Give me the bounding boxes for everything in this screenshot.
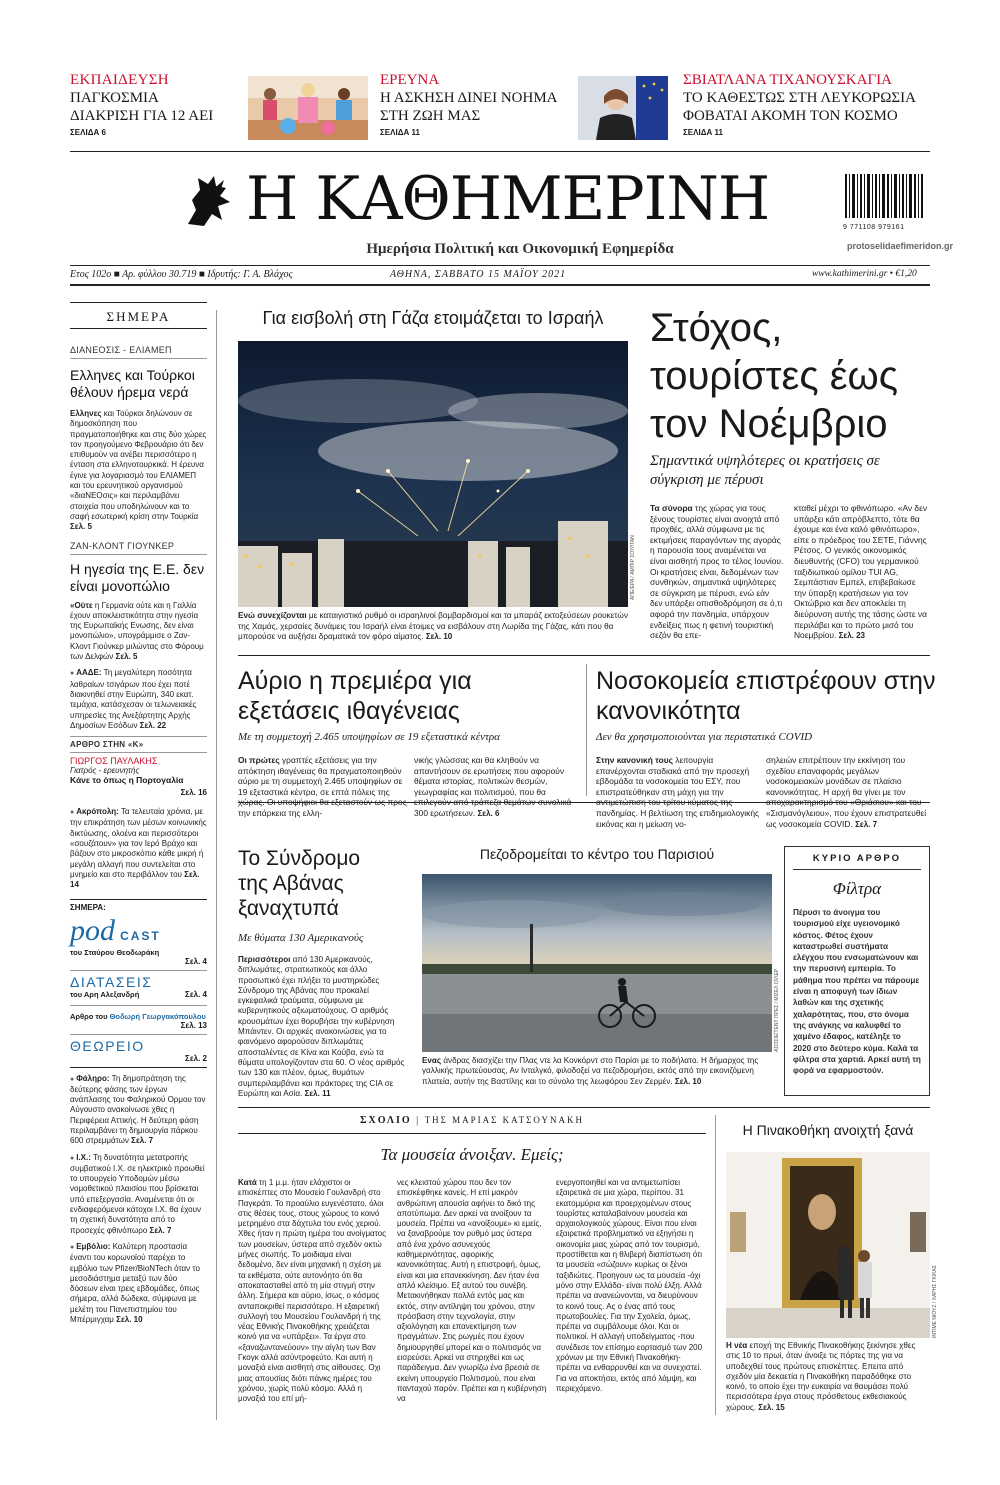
hospitals-col1: Στην κανονική τους λειτουργία επανέρχονται σταδιακά από την προσεχή εβδομάδα τα νοσοκομεία του ΕΣΥ, που επιστρατεύθηκαν στη μάχη για την πανδημίας. Η βελτίωση της επιδημιολογικής εικόνας και η μείωση νο-	[596, 755, 760, 829]
gaza-night-photo	[238, 341, 628, 607]
citizenship-subhead: Με τη συμμετοχή 2.465 υποψηφίων σε 19 εξεταστικά κέντρα	[238, 731, 500, 743]
page-ref: Σελ. 16	[180, 788, 207, 798]
page-ref: Σελ. 2	[185, 1053, 207, 1063]
comment-col1: Κατά τη 1 μ.μ. ήταν ελάχιστοι οι επισκέπτες στο Μουσείο Γουλανδρή στο Παγκράτι. Το προαύλιο ευγενέστατο, όλοι στις θέσεις τους, στους χώρους το κοινό μετρημένο στα δάχτυλα του ενός χεριού. Χθες ήταν η πρώτη ημέρα του ανοίγματος των μουσείων, ύστερα από σχεδόν οκτώ μήνες σιωπής. Το μοιδιαμα είναι δεδομένο, δεν είναι μηχανική η σχέση με τα εκθέματα, ούτε αυτονόητο ότι θα αποκατασταθεί από τη μία στιγμή στην άλλη. Σήμερα και αύριο, ίσως, ο κόσμος ανταποκριθεί περισσότερο. Η εξαιρετική συλλογή του Μουσείου Γουλανδρή ή της νέας Εθνικής Πινακοθήκης χρειάζεται κοινό για να «υπάρξει». Τα έργα στο «ξαναζωντανεύουν» την αίγλη των Βαν Γκογκ αλλά ασύντροφεύτο. Και αυτή η μοναξιά είναι αισθητή στις αίθουσες. Οχι μιας απουσίας διότι πάνκς ημέρες του χρόνου, χωρίς πολύ κόσμο. Αλλά η μοναξιά του επί μή-	[238, 1178, 387, 1404]
section-label: ΔΙΑΝΕΟΣΙΣ - ΕΛΙΑΜΕΠ	[70, 345, 207, 359]
citizenship-col2: νικής γλώσσας και θα κληθούν να απαντήσουν σε ερωτήσεις που αφορούν θέματα ιστορίας, πολιτικών θεσμών, γεωγραφίας και πολιτισμού, που θα 300 ερωτήσεων. Σελ. 6	[414, 755, 565, 818]
havana-text: Περισσότεροι από 130 Αμερικανούς, διπλωμάτες, στρατιωτικούς και άλλο προσωπικό έχει πλήξει το μυστηριώδες Σύνδρομο της Αβάνας που προκαλεί εγκεφαλικά τραύματα, σύμφωνα με κυβερνητικούς αξιωματούχους. Ο αριθμός κρουσμάτων έχει θορυβήσει την κυβέρνηση Μπάιντεν. Οι αρχικές ανακοινώσεις για το φαινόμενο αφορούσαν διπλωμάτες αποσταλέντες σε Κίνα και Κούβα, ενώ τα θύματα υπολογίζονταν στα 60. Ο νέος αριθμός των 130 και πλέον, όμως, θυμάτων συμπεριλαμβάνει και πράκτορες της CIA σε Ευρώπη και Ασία. Σελ. 11	[238, 955, 405, 1098]
website-price: www.kathimerini.gr • €1,20	[812, 269, 917, 279]
teaser-headline: Η ΑΣΚΗΣΗ ΔΙΝΕΙ ΝΟΗΜΑ ΣΤΗ ΖΩΗ ΜΑΣ	[380, 90, 557, 124]
barcode	[843, 174, 929, 230]
citizenship-col1: Οι πρώτες γραπτές εξετάσεις για την απόκτηση ιθαγένειας θα πραγματοποιηθούν αύριο με τη συμμετοχή 2.465 υποψηφίων σε 19 εξεταστικά κέντρα, σε επτά πόλεις της την επάρκεια της ελλη-	[238, 755, 403, 818]
diataseis-title[interactable]: ΔΙΑΤΑΣΕΙΣ	[70, 973, 153, 990]
photo-credit: ΑΠΕ/EPA / ΑΜΠΙΡ ΣΟΥΛΤΑΝ	[630, 535, 636, 600]
teaser-1[interactable]	[70, 72, 230, 137]
sidebar-brief: ● ΑΑΔΕ: Τη μεγαλύτερη ποσότητα λαθραίων τσιγάρων που έχει ποτέ διακινηθεί στην Ευρώπη, 340 εκατ. τεμάχια, κατάσχεσαν οι τελωνειακές υπηρεσίες της Ανεξάρτητης Αρχής Δημοσίων Εσόδων Σελ. 22	[70, 668, 207, 731]
masthead-title: Η ΚΑΘΗΜΕΡΙΝΗ	[246, 164, 770, 234]
sidebar-brief: ● Εμβόλιο: Καλύτερη προστασία έναντι του κορωνοϊού παρέχει το εμβόλιο των Pfizer/BioNTech όταν το μεσοδιάστημα μεταξύ των δύο δόσεων είναι τρεις εβδομάδες, όπως σήμερα, αλλά δώδεκα, σύμφωνα με μελέτη του Πανεπιστημίου του Μπέρμιγχαμ Σελ. 10	[70, 1242, 207, 1325]
sidebar	[70, 302, 207, 1325]
comment-label: ΣΧΟΛΙΟ | ΤΗΣ ΜΑΡΙΑΣ ΚΑΤΣΟΥΝΑΚΗ	[360, 1115, 584, 1126]
gallery-caption: Η νέα εποχή της Εθνικής Πινακοθήκης ξεκίνησε χθες στις 10 το πρωί, όταν άνοιξε τις πόρτες της για να υποδεχθεί τους πρώτους επισκέπτες. Επειτα από σχεδόν μία δεκαετία η Πινακοθήκη παραδόθηκε στο κοινό, το οποίο έχει την ευκαιρία να θαυμάσει πολύ περισσότερα έργα στους πρόσθετους εκθεσιακούς χώρους. Σελ. 15	[726, 1341, 916, 1412]
teaser-3[interactable]	[683, 72, 933, 137]
page-ref: Σελ. 4	[185, 989, 207, 999]
hospitals-col2: σηλειών επιτρέπουν την εκκίνηση του σχεδίου επαναφοράς μεγάλων νοσοκομειακών μονάδων σε πλαίσιο κανονικότητας. Η αρχή θα γίνει με τον «Σισμανόγλειου», που έχουν επιστρατευθεί ως νοσοκομεία COVID. Σελ. 7	[766, 755, 927, 829]
paris-caption: Ενας άνδρας διασχίζει την Πλας ντε λα Κονκόρντ στο Παρίσι με το ποδήλατο. Η δήμαρχος της γαλλικής πρωτεύουσας, Αν Ινταλγκό, φιλοδοξεί να πεζοδρομήσει, εκτός από την εικονιζόμενη πλατεία, αυτήν της Βαστίλης και το σύνολο της λεωφόρου Σεν Ζερμέν. Σελ. 10	[422, 1056, 759, 1086]
photo-credit: ΙΝΤΙΜΕ ΝΙΟΥΖ / ΧΑΡΗΣ ΓΚΙΚΑΣ	[932, 1265, 938, 1338]
teaser-kicker: ΕΚΠΑΙΔΕΥΣΗ	[70, 72, 169, 88]
sidebar-brief: ● Ακρόπολη: Τα τελευταία χρόνια, με την επικράτηση των μέσων κοινωνικής δικτύωσης, ολοένα και περισσότεροι «σουζάτουν» για τον Ιερό Βράχο και βάζουν στο μικροσκόπιο κάθε μικρή ή μεγάλη αλλαγή που συντελείται στο μνημείο και στο περιβάλλον του Σελ. 14	[70, 807, 207, 890]
havana-subhead: Με θύματα 130 Αμερικανούς	[238, 932, 364, 944]
masthead-subtitle: Ημερήσια Πολιτική και Οικονομική Εφημερίδα	[366, 241, 674, 257]
tourism-headline[interactable]: Στόχος, τουρίστες έως τον Νοέμβριο	[650, 306, 899, 446]
fitness-photo	[248, 76, 368, 140]
article-by[interactable]: Αρθρο του Θοδωρή Γεωργακόπουλου	[70, 1011, 206, 1021]
paris-concorde-photo	[422, 874, 772, 1052]
podcast-label: ΣΗΜΕΡΑ:	[70, 902, 106, 912]
barcode-digits: 9 771108 979161	[843, 224, 905, 231]
teaser-headline: ΠΑΓΚΟΣΜΙΑ ΔΙΑΚΡΙΣΗ ΓΙΑ 12 ΑΕΙ	[70, 90, 214, 124]
sidebar-brief: ● Φάληρο: Τη δημοπράτηση της δεύτερης φάσης των έργων ανάπλασης του Φαληρικού Ορμου τον Αύγουστο ανακοίνωσε χθες η Περιφέρεια Αττικής. Η δεύτερη φάση περιλαμβάνει τη δημιουργία πάρκου 600 στρεμμάτων Σελ. 7	[70, 1074, 207, 1147]
section-label: ΖΑΝ-ΚΛΟΝΤ ΓΙΟΥΝΚΕΡ	[70, 541, 207, 555]
paris-headline[interactable]: Πεζοδρομείται το κέντρο του Παρισιού	[479, 846, 715, 862]
teaser-kicker: ΕΡΕΥΝΑ	[380, 72, 440, 88]
theoreio-title[interactable]: ΘΕΩΡΕΙΟ	[70, 1037, 145, 1054]
sidebar-brief: ● Ι.Χ.: Τη δυνατότητα μετατροπής συμβατικού Ι.Χ. σε ηλεκτρικό προωθεί το υπουργείο Υποδομών μέσω νομοθετικού πλαισίου που βρίσκεται υπό επεξεργασία. Αναμένεται ότι οι ενδιαφερόμενοι κάτοχοι Ι.Χ. θα έχουν τη σχετική δυνατότητα από το προσεχές φθινόπωρο Σελ. 7	[70, 1153, 207, 1236]
sidebar-story: Ελληνες και Τούρκοι δηλώνουν σε δημοσκόπηση που πραγματοποιήθηκε και στις δύο χώρες τον προηγούμενο Φεβρουάριο ότι δεν επιθυμούν να ανέβει περισσότερο η ένταση στα ελληνοτουρκικά. Η έρευνα έγινε για λογαριασμό του ΕΛΙΑΜΕΠ και του ερευνητικού οργανισμού «διαΝΕΟσις» και περιλαμβάνει στοιχεία που υποδηλώνουν και το σαφή εσωτερική κρίση στην Τουρκία Σελ. 5	[70, 409, 207, 532]
havana-headline[interactable]: Το Σύνδρομο της Αβάνας ξαναχτυπά	[238, 847, 361, 920]
author-name: ΓΙΩΡΓΟΣ ΠΑΥΛΑΚΗΣ	[70, 756, 158, 767]
teaser-page: ΣΕΛΙΔΑ 11	[683, 128, 723, 137]
gaza-caption: Ενώ συνεχίζονται με καταιγιστικό ρυθμό οι ισραηλινοί βομβαρδισμοί και τα μπαράζ εκτοξεύσεων ρουκετών της Χαμάς, χερσαίες δυνάμεις του Ισραήλ είναι έτοιμες να εισβάλουν στη Λωρίδα της Γάζας, κάτι που θα μπορούσε να αυξήσει δραματικά τον φόρο αίματος. Σελ. 10	[238, 611, 628, 642]
gallery-photo	[726, 1152, 930, 1338]
citizenship-headline[interactable]: Αύριο η πρεμιέρα για εξετάσεις ιθαγένειας	[238, 667, 472, 725]
photo-credit: ΑΣΟΣΙΕΪΤΕΝΤ ΠΡΕΣ / ΜΙΣΕΛ ΟΪΛΕΡ	[774, 968, 780, 1052]
teaser-kicker: ΣΒΙΑΤΛΑΝΑ ΤΙΧΑΝΟΥΣΚΑΓΙΑ	[683, 72, 892, 88]
comment-col2: νες κλειστού χώρου που δεν τον επισκέφθηκε κανείς. Η επί μακρόν ανθρώπινη απουσία αφήνει το δικό της αποτύπωμα. Δεν αρκεί να ανοίξουν τα μουσεία. Πρέπει να «ανοίξουμε» κι εμείς, να ξαναβρούμε τον ρυθμό μας ύστερα από ένα χρόνο ασυνεχούς καθημερινότητας, αφορικής κανονικότητας. Αυτή η επιστροφή, όμως, είναι και μια επανεκκίνηση. Δεν ήταν ένα απλό κλείσιμο. Εξ αυτού του συνέβη. Μετακινήθηκαν πολλά εντός μας και εκτός, στην αντίληψη του χρόνου, στην πρόσβαση στην τεχνολογία, στην αξιολόγηση και επανεκτίμηση των πραγμάτων. Στις ρωγμές που έχουν δημιουργηθεί μπορεί και ο πολιτισμός να εισρεύσει. Αρκεί να στηριχθεί και ως παράδειγμα. Δεν γνωρίζω ένα βρεσιά σε εκείνη υπουργείο Πολιτισμού, που είναι πανταχού παρόν. Πρέπει και η κυβέρνηση να	[397, 1178, 547, 1404]
diataseis-by: του Αρη Αλεξανδρή	[70, 989, 140, 999]
today-label: ΣΗΜΕΡΑ	[106, 309, 171, 324]
issue-date: ΑΘΗΝΑ, ΣΑΒΒΑΤΟ 15 ΜΑΪΟΥ 2021	[390, 269, 567, 280]
teaser-page: ΣΕΛΙΔΑ 6	[70, 128, 106, 137]
editorial-label: ΚΥΡΙΟ ΑΡΘΡΟ	[793, 853, 921, 870]
author-role: Γιατρός - ερευνητής	[70, 766, 140, 776]
hospitals-subhead: Δεν θα χρησιμοποιούνται για περιστατικά COVID	[596, 731, 813, 743]
editorial-box	[784, 846, 930, 1096]
tourism-col2: κταθεί μέχρι το φθινόπωρο. «Αν δεν υπάρξει κάτι απρόβλεπτο, τότε θα έχουμε και ένα καλό φθινόπωρο», είπε ο πρόεδρος του ΣΕΤΕ, Γιάννης Ρέτσος. Ο γενικός οικονομικός διευθυντής (CFO) του γερμανικού ταξιδιωτικού ομίλου TUI AG, Σεμπάστιαν Εμπελ, επιβεβαίωσε την ύπαρξη κρατήσεων για τον Οκτώβριο και δεν αποκλείει τη διεύρυνση αυτής της τάσης ώστε να περιλάβει και το πρώτο μισό του Νοεμβρίου. Σελ. 23	[794, 503, 928, 641]
tourism-col1: Τα σύνορα της χώρας για τους ξένους τουρίστες είναι ανοιχτά από προχθές, αλλά σύμφωνα με τις εκτιμήσεις παραγόντων της αγοράς η παρουσία τους αναμένεται να είναι αισθητή προς το τέλος Ιουνίου. Οι κρατήσεις είναι, δεδομένων των συνθηκών, σημαντικά υψηλότερες σε σύγκριση με πέρυσι, ενώ εάν δεν υπάρξει οπισθοδρόμηση σε ό,τι αφορά την πανδημία, υπάρχουν ενδείξεις πως η φετινή τουριστική σεζόν θα επε-	[650, 503, 784, 641]
page-ref: Σελ. 4	[185, 956, 207, 966]
gaza-headline[interactable]: Για εισβολή στη Γάζα ετοιμάζεται το Ισραήλ	[262, 308, 604, 328]
gallery-headline[interactable]: Η Πινακοθήκη ανοιχτή ξανά	[742, 1122, 914, 1138]
hospitals-headline[interactable]: Νοσοκομεία επιστρέφουν στην κανονικότητα	[596, 667, 936, 725]
editorial-title[interactable]: Φίλτρα	[832, 879, 882, 898]
teaser-page: ΣΕΛΙΔΑ 11	[380, 128, 420, 137]
tourism-subhead: Σημαντικά υψηλότερες οι κρατήσεις σε σύγκριση με πέρυσι	[650, 453, 880, 488]
comment-title[interactable]: Τα μουσεία άνοιξαν. Εμείς;	[380, 1145, 564, 1164]
page-ref: Σελ. 13	[180, 1020, 207, 1030]
podcast-by: του Σταύρου Θεοδωράκη	[70, 947, 160, 957]
podcast-logo[interactable]: pod CAST	[70, 913, 161, 947]
teaser-headline: ΤΟ ΚΑΘΕΣΤΩΣ ΣΤΗ ΛΕΥΚΟΡΩΣΙΑ ΦΟΒΑΤΑΙ ΑΚΟΜΗ ΤΟΝ ΚΟΣΜΟ	[683, 90, 916, 124]
comment-col3: ενεργοποιηθεί και να αντιμετωπίσει εξαιρετικά σε μια χώρα, περίπου. 31 εκατομμύρια και προερχομένων στους τουρίστες καταλαβαίνουν μουσεία και αρχαιολογικούς χώρους. Είναι που είναι εξαιρετικά προβληματικό να εξηγήσει η οικονομία μιας χώρας από τον τουρισμό, προστίθεται και η θλιβερή διαπίστωση ότι τα μουσεία «σώζουν» κυρίως οι ξένοι ταξιδιώτες. Προηγουν ως τα μουσεία -όχι μόνο στην Ελλάδα- είναι πολύ έλξη. Αλλά πρέπει να ανανεώνονται, να διευρύνουν το κοινό τους. Ας ο ένας από τους πρωτοβουλίες. Για την Σχολεία, όμως, πρέπει να συμβάλουμε όλοι. Και οι πολιτικοί. Η αλλαγή υποδείγματος -που συνέδεσε τον επίσημο εορτασμό των 200 χρόνων με την Εθνική Πινακοθήκη- πρέπει να ενθαρρυνθεί και να συνεχιστεί. Για να αποκτήσει, εκτός από λάμψη, και περιεχόμενο.	[556, 1178, 703, 1393]
issue-info: Ετος 102ο ■ Αρ. φύλλου 30.719 ■ Ιδρυτής: Γ. Α. Βλάχος	[70, 269, 293, 280]
watermark: protoselidaefimeridon.gr	[847, 241, 954, 251]
editorial-text: Πέρυσι το άνοιγμα του τουρισμού είχε υγειονομικό κόστος. Φέτος έχουν καταστρωθεί συστήματα ελέγχου που ενσωματώνουν και την περυσινή εμπειρία. Το μάθημα που πρέπει να πάρουμε είναι η αποφυγή των ίδιων λαθών και της σχετικής χαλαρότητας, που, στο όνομα της ανάγκης να καλυφθεί το χαμένο έδαφος, κατέληξε το 2020 στο δεύτερο κύμα. Καλά τα φίλτρα στα χαρτιά. Αρκεί αυτή τη φορά να εφαρμοστούν.	[793, 908, 921, 1076]
section-label: ΑΡΘΡΟ ΣΤΗΝ «Κ»	[70, 740, 144, 750]
griffin-logo-icon	[180, 170, 236, 230]
tikhanovskaya-photo	[578, 76, 668, 140]
sidebar-headline[interactable]: Η ηγεσία της Ε.Ε. δεν είναι μονοπώλιο	[70, 560, 205, 594]
teaser-2[interactable]	[380, 72, 560, 137]
article-title[interactable]: Κάνε το όπως η Πορτογαλία	[70, 775, 184, 786]
sidebar-headline[interactable]: Ελληνες και Τούρκοι θέλουν ήρεμα νερά	[70, 367, 195, 400]
sidebar-story: «Ούτε η Γερμανία ούτε και η Γαλλία έχουν αποκλειστικότητα στην ηγεσία της Ευρωπαϊκής Ενωσης, δεν είναι μονοπώλιο», υπογράμμισε ο Ζαν-Κλοντ Γιούνκερ μιλώντας στο Φόρουμ των Δελφών Σελ. 5	[70, 600, 204, 662]
